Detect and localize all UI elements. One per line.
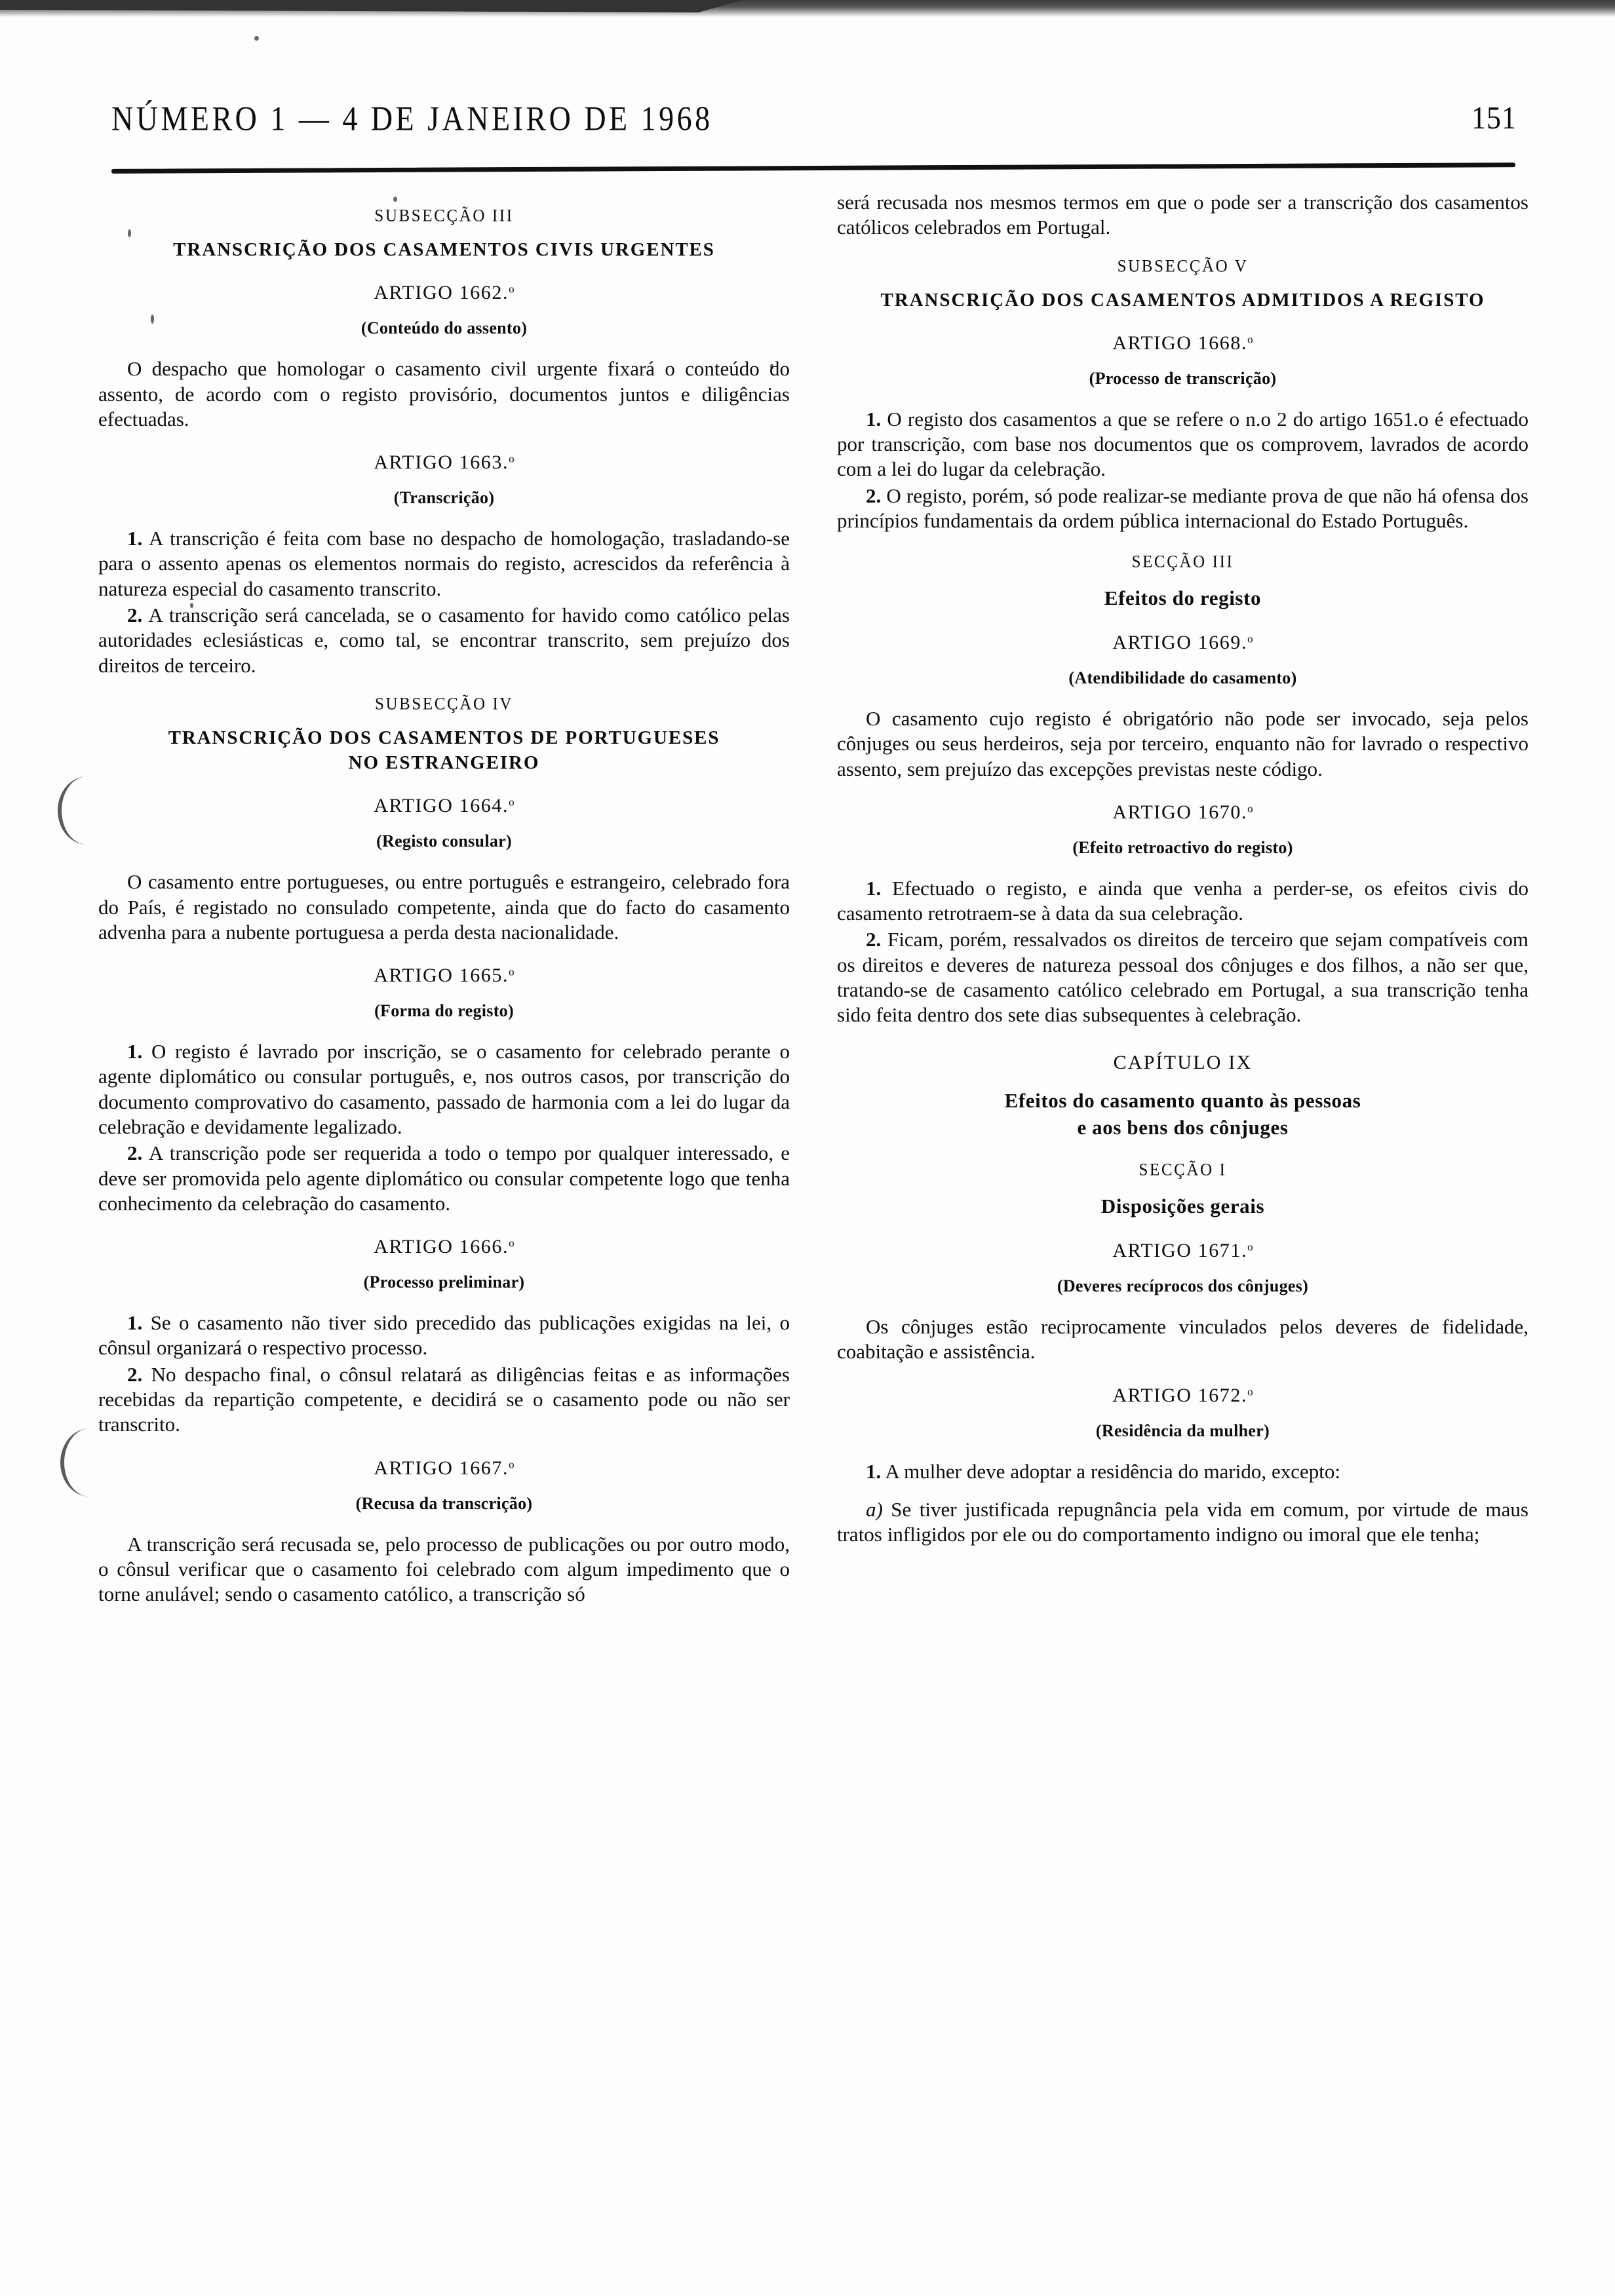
article-epigraph-1663: (Transcrição)	[393, 488, 495, 508]
scan-speck	[254, 36, 259, 41]
subsection-label-v: SUBSECÇÃO V	[1117, 256, 1249, 276]
item-text: O registo dos casamentos a que se refere o n.o 2 do artigo 1651.o é efectuado por transcrição, com base nos documentos que os comprovem, lavrados de acordo com a lei do lugar da celebração.	[837, 407, 1529, 481]
ordinal-mark: o	[1247, 1385, 1253, 1398]
ordinal-mark: o	[509, 1458, 515, 1471]
article-epigraph-1670: (Efeito retroactivo do registo)	[1072, 837, 1293, 857]
item-text: A mulher deve adoptar a residência do marido, excepto:	[885, 1459, 1341, 1483]
item-number: 1.	[866, 407, 882, 430]
heading-line-2: e aos bens dos cônjuges	[1077, 1116, 1289, 1139]
binding-shadow-mark	[60, 1428, 94, 1497]
paragraph-1668-2	[837, 484, 1528, 534]
right-column	[837, 190, 1528, 2270]
ordinal-mark: o	[509, 795, 515, 809]
article-label: ARTIGO 1671.	[1112, 1240, 1248, 1262]
paragraph-1665-2	[98, 1141, 790, 1216]
subsection-label-iii: SUBSECÇÃO III	[374, 206, 514, 225]
ordinal-mark: o	[1247, 1240, 1253, 1253]
header-rule	[111, 163, 1515, 174]
article-number-1671	[837, 1240, 1528, 1262]
paragraph-1665-1	[98, 1039, 790, 1139]
paragraph-1668-1	[837, 407, 1528, 482]
paragraph-1669: O casamento cujo registo é obrigatório não pode ser invocado, seja pelos cônjuges ou seus herdeiros, seja por terceiro, enquanto não for lavrado o respectivo assento, sem prejuízo das excepções previstas neste código.	[837, 707, 1528, 780]
ordinal-mark: o	[1247, 333, 1253, 346]
paragraph-1663-1	[98, 526, 790, 602]
paragraph-1666-2	[98, 1362, 790, 1438]
item-text: Efectuado o registo, e ainda que venha a perder-se, os efeitos civis do casamento retrotraem-se à data da sua celebração.	[837, 876, 1528, 925]
section-label-i: SECÇÃO I	[1138, 1160, 1227, 1180]
ordinal-mark: o	[509, 452, 515, 465]
article-label: ARTIGO 1663.	[374, 451, 509, 474]
article-label: ARTIGO 1672.	[1112, 1384, 1248, 1406]
article-epigraph-1668: (Processo de transcrição)	[1089, 368, 1277, 388]
item-text: A transcrição pode ser requerida a todo o tempo por qualquer interessado, e deve ser promovida pelo agente diplomático ou consular competente logo que tenha conhecimento da celebração do casamento.	[98, 1141, 790, 1215]
two-column-body	[98, 190, 1528, 2270]
page-number: 151	[1471, 100, 1517, 136]
item-text: A transcrição é feita com base no despacho de homologação, trasladando-se para o assento apenas os elementos normais do registo, acrescidos da referência à natureza especial do casamento transcrito.	[98, 527, 790, 600]
item-number: 1.	[866, 1459, 882, 1483]
article-label: ARTIGO 1668.	[1112, 332, 1248, 354]
article-epigraph-1662: (Conteúdo do assento)	[360, 318, 528, 338]
article-number-1670	[837, 801, 1528, 824]
page-title: NÚMERO 1 — 4 DE JANEIRO DE 1968	[111, 99, 713, 138]
article-number-1672	[837, 1385, 1528, 1407]
item-text: Se o casamento não tiver sido precedido das publicações exigidas na lei, o cônsul organizará o respectivo processo.	[98, 1311, 790, 1360]
article-number-1662	[98, 282, 790, 304]
section-heading-i: Disposições gerais	[1100, 1195, 1265, 1218]
left-column	[98, 190, 790, 2270]
section-label-iii: SECÇÃO III	[1131, 552, 1234, 572]
heading-line-1: Efeitos do casamento quanto às pessoas	[1004, 1088, 1361, 1112]
article-epigraph-1667: (Recusa da transcrição)	[355, 1493, 533, 1513]
article-epigraph-1672: (Residência da mulher)	[1095, 1421, 1270, 1440]
item-number: 1.	[866, 876, 882, 900]
item-text: O registo, porém, só pode realizar-se mediante prova de que não há ofensa dos princípios fundamentais da ordem pública internacional do Estado Português.	[837, 484, 1528, 532]
paragraph-1667-continued: será recusada nos mesmos termos em que o pode ser a transcrição dos casamentos católicos celebrados em Portugal.	[837, 191, 1528, 239]
paragraph-1666-1	[98, 1311, 790, 1361]
paragraph-1672-1	[837, 1459, 1528, 1484]
article-number-1666	[98, 1236, 790, 1258]
ordinal-mark: o	[509, 1236, 515, 1250]
binding-shadow-mark	[58, 776, 92, 845]
article-label: ARTIGO 1667.	[374, 1457, 509, 1479]
item-number: 1.	[127, 1040, 143, 1063]
article-number-1664	[98, 795, 790, 817]
item-number: 1.	[127, 527, 143, 550]
article-number-1663	[98, 451, 790, 474]
article-epigraph-1665: (Forma do registo)	[374, 1001, 514, 1021]
item-number: 2.	[127, 1362, 143, 1386]
item-text: No despacho final, o cônsul relatará as diligências feitas e as informações recebidas da repartição competente, e decidirá se o casamento pode ou não ser transcrito.	[98, 1362, 790, 1436]
article-number-1665	[98, 965, 790, 987]
paragraph-1662: O despacho que homologar o casamento civil urgente fixará o conteúdo do assento, de acordo com o registo provisório, documentos juntos e diligências efectuadas.	[98, 357, 790, 430]
heading-line-2: NO ESTRANGEIRO	[348, 752, 540, 774]
item-number: 2.	[127, 603, 143, 626]
subsection-label-iv: SUBSECÇÃO IV	[374, 694, 514, 714]
paragraph-1667: A transcrição será recusada se, pelo processo de publicações ou por outro modo, o cônsul verificar que o casamento foi celebrado com algum impedimento que o torne anulável; sendo o casamento católico, a transcrição só	[98, 1532, 790, 1606]
item-text: A transcrição será cancelada, se o casamento for havido como católico pelas autoridades eclesiásticas e, como tal, se encontrar transcrito, sem prejuízo dos direitos de terceiro.	[98, 603, 790, 677]
article-label: ARTIGO 1669.	[1112, 632, 1248, 654]
article-label: ARTIGO 1662.	[374, 282, 509, 304]
article-label: ARTIGO 1670.	[1112, 801, 1248, 823]
paragraph-1671: Os cônjuges estão reciprocamente vinculados pelos deveres de fidelidade, coabitação e assistência.	[837, 1315, 1528, 1364]
subsection-heading-iv	[98, 725, 790, 776]
ordinal-mark: o	[509, 965, 515, 978]
item-number: 2.	[127, 1141, 143, 1165]
article-epigraph-1666: (Processo preliminar)	[363, 1272, 525, 1292]
item-text: Se tiver justificada repugnância pela vida em comum, por virtude de maus tratos infligidos por ele ou do comportamento indigno ou imoral que ele tenha;	[837, 1497, 1528, 1546]
article-label: ARTIGO 1665.	[374, 965, 509, 987]
scan-edge-artifact	[0, 0, 1615, 17]
subsection-heading-v: TRANSCRIÇÃO DOS CASAMENTOS ADMITIDOS A REGISTO	[880, 289, 1485, 311]
heading-line-1: TRANSCRIÇÃO DOS CASAMENTOS DE PORTUGUESES	[168, 727, 720, 748]
item-text: Ficam, porém, ressalvados os direitos de terceiro que sejam compatíveis com os direitos e deveres de natureza pessoal dos cônjuges e dos filhos, a não ser que, tratando-se de casamento católico celebrado em Portugal, a sua transcrição tenha sido feita dentro dos sete dias subsequentes à celebração.	[837, 928, 1529, 1027]
paragraph-1672-a	[837, 1497, 1528, 1548]
item-text: O registo é lavrado por inscrição, se o casamento for celebrado perante o agente diplomático ou consular português, e, nos outros casos, por transcrição do documento comprovativo do casamento, passado de harmonia com a lei do lugar da celebração e devidamente legalizado.	[98, 1040, 790, 1139]
chapter-label-ix: CAPÍTULO IX	[1113, 1051, 1253, 1073]
article-number-1668	[837, 332, 1528, 354]
section-heading-iii: Efeitos do registo	[1104, 586, 1262, 610]
ordinal-mark: o	[509, 282, 515, 296]
article-number-1667	[98, 1457, 790, 1480]
subsection-heading-iii: TRANSCRIÇÃO DOS CASAMENTOS CIVIS URGENTES	[173, 239, 715, 260]
article-label: ARTIGO 1666.	[374, 1236, 509, 1258]
paragraph-1664: O casamento entre portugueses, ou entre português e estrangeiro, celebrado fora do País, é registado no consulado competente, ainda que do facto do casamento advenha para a nubente portuguesa a perda desta nacionalidade.	[98, 870, 790, 944]
article-epigraph-1671: (Deveres recíprocos dos cônjuges)	[1057, 1276, 1309, 1296]
running-head	[98, 98, 1517, 155]
article-epigraph-1669: (Atendibilidade do casamento)	[1068, 668, 1297, 688]
chapter-heading-ix	[837, 1087, 1528, 1142]
paragraph-1670-1	[837, 876, 1528, 927]
article-epigraph-1664: (Registo consular)	[376, 832, 512, 851]
item-number: 2.	[866, 928, 882, 951]
article-label: ARTIGO 1664.	[374, 795, 509, 817]
item-letter: a)	[866, 1497, 883, 1521]
paragraph-1663-2	[98, 603, 790, 678]
article-number-1669	[837, 632, 1528, 654]
item-number: 1.	[127, 1311, 143, 1335]
ordinal-mark: o	[1247, 802, 1253, 815]
paragraph-1670-2	[837, 927, 1528, 1027]
ordinal-mark: o	[1247, 632, 1253, 645]
item-number: 2.	[866, 484, 882, 507]
